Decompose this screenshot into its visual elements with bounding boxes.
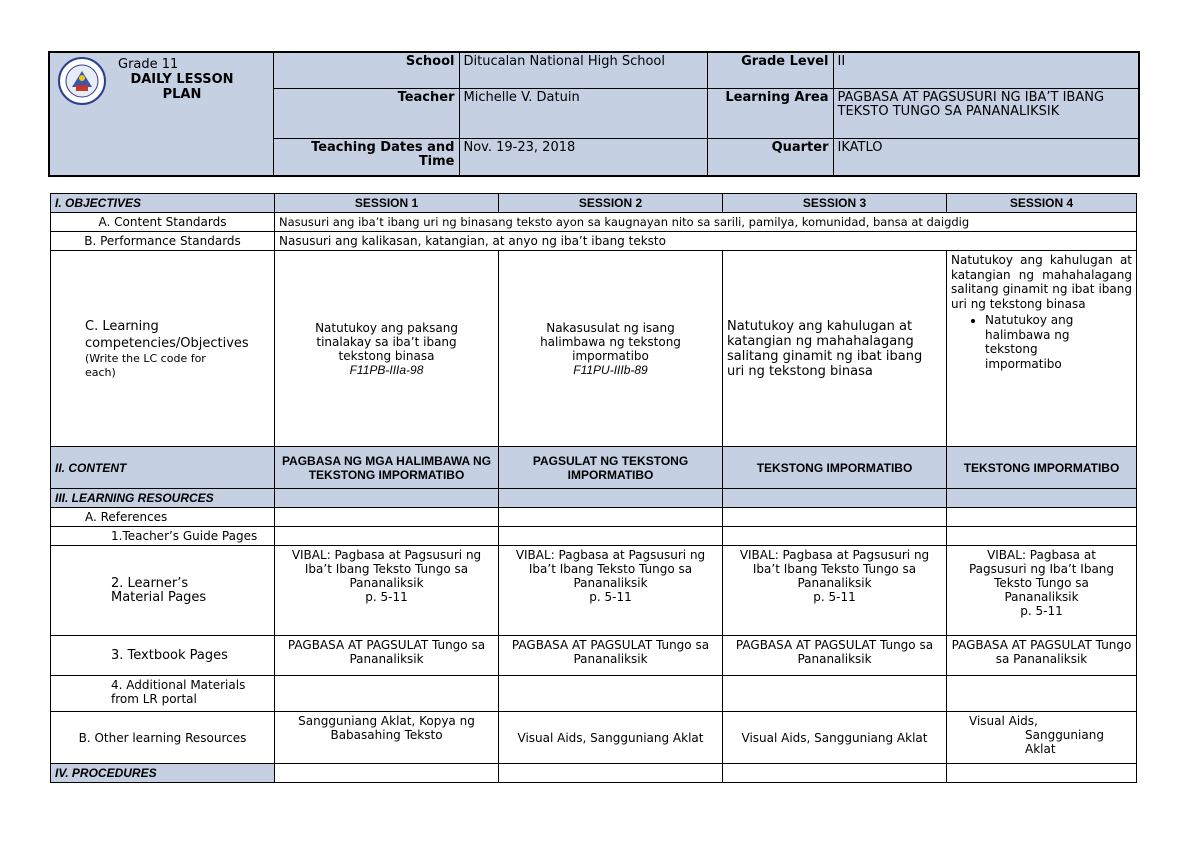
competency-s3-text: Natutukoy ang kahulugan at katangian ng mahahalagang salitang ginamit ng ibat ibang uri ng tekstong binasa	[723, 251, 947, 447]
header-table	[48, 51, 1140, 177]
session-1-header: SESSION 1	[275, 194, 499, 213]
lm-s3-text: VIBAL: Pagbasa at Pagsusuri ng Iba’t Ibang Teksto Tungo sa Pananaliksik	[739, 548, 930, 590]
session-2-header: SESSION 2	[499, 194, 723, 213]
other-resources-label: B. Other learning Resources	[51, 712, 275, 764]
lm-s1-text: VIBAL: Pagbasa at Pagsusuri ng Iba’t Ibang Teksto Tungo sa Pananaliksik	[291, 548, 482, 590]
deped-seal-icon	[58, 57, 106, 105]
competencies-note: (Write the LC code for each)	[85, 351, 206, 379]
other-s4-b: Sangguniang Aklat	[1025, 728, 1104, 756]
other-s1: Sangguniang Aklat, Kopya ng Babasahing Teksto	[275, 712, 499, 764]
objectives-heading: I. OBJECTIVES	[51, 194, 275, 213]
lm-s4-pages: p. 5-11	[1020, 604, 1063, 618]
resources-heading: III. LEARNING RESOURCES	[51, 489, 275, 508]
tb-s1: PAGBASA AT PAGSULAT Tungo sa Pananaliksik	[275, 636, 499, 676]
content-s3: TEKSTONG IMPORMATIBO	[723, 447, 947, 489]
textbook-label: 3. Textbook Pages	[51, 636, 275, 676]
lesson-table	[50, 193, 1137, 783]
grade-label: Grade 11	[118, 57, 179, 72]
other-s2: Visual Aids, Sangguniang Aklat	[499, 712, 723, 764]
content-s4: TEKSTONG IMPORMATIBO	[947, 447, 1137, 489]
tb-s4: PAGBASA AT PAGSULAT Tungo sa Pananaliksik	[947, 636, 1137, 676]
competency-s4-text: Natutukoy ang kahulugan at katangian ng mahahalagang salitang ginamit ng ibat ibang uri ng tekstong binasa	[951, 253, 1132, 311]
teacher-value: Michelle V. Datuin	[459, 88, 707, 138]
quarter-value: IKATLO	[833, 138, 1139, 176]
header-logo-cell	[49, 52, 273, 176]
competency-s4	[947, 251, 1137, 447]
competency-s4-bullet: • Natutukoy ang halimbawa ng tekstong impormatibo	[985, 313, 1075, 371]
lm-s2	[499, 546, 723, 636]
references-label: A. References	[51, 508, 275, 527]
content-standards-label: A. Content Standards	[51, 213, 275, 232]
lm-s4-text: VIBAL: Pagbasa at Pagsusuri ng Iba’t Ibang Teksto Tungo sa Pananaliksik	[968, 548, 1115, 604]
lm-s4	[947, 546, 1137, 636]
teacher-label: Teacher	[273, 88, 459, 138]
competency-s2-text: Nakasusulat ng isang halimbawa ng tekstong impormatibo	[540, 320, 681, 363]
school-label: School	[273, 52, 459, 88]
content-heading: II. CONTENT	[51, 447, 275, 489]
session-3-header: SESSION 3	[723, 194, 947, 213]
learning-area-value: PAGBASA AT PAGSUSURI NG IBA’T IBANG TEKSTO TUNGO SA PANANALIKSIK	[833, 88, 1139, 138]
school-value: Ditucalan National High School	[459, 52, 707, 88]
competency-s1-text: Natutukoy ang paksang tinalakay sa iba’t ibang tekstong binasa	[315, 320, 458, 363]
dlp-title: DAILY LESSON PLAN	[130, 72, 234, 102]
learners-material-label-text: 2. Learner’s Material Pages	[111, 575, 207, 605]
teachers-guide-label: 1.Teacher’s Guide Pages	[51, 527, 275, 546]
competencies-cell	[51, 251, 275, 447]
lm-s2-pages: p. 5-11	[589, 590, 632, 604]
tb-s2: PAGBASA AT PAGSULAT Tungo sa Pananaliksik	[499, 636, 723, 676]
dates-value: Nov. 19-23, 2018	[459, 138, 707, 176]
other-s3: Visual Aids, Sangguniang Aklat	[723, 712, 947, 764]
performance-standards-label: B. Performance Standards	[51, 232, 275, 251]
competency-s1	[275, 251, 499, 447]
competencies-label: C. Learning competencies/Objectives	[85, 318, 249, 351]
dates-label: Teaching Dates and Time	[273, 138, 459, 176]
content-s1: PAGBASA NG MGA HALIMBAWA NG TEKSTONG IMPORMATIBO	[275, 447, 499, 489]
lm-s2-text: VIBAL: Pagbasa at Pagsusuri ng Iba’t Ibang Teksto Tungo sa Pananaliksik	[515, 548, 706, 590]
competency-s2-code: F11PU-IIIb-89	[573, 362, 648, 377]
content-standards-value: Nasusuri ang iba’t ibang uri ng binasang teksto ayon sa kaugnayan nito sa sarili, pamilya, komunidad, bansa at daigdig	[275, 213, 1137, 232]
quarter-label: Quarter	[707, 138, 833, 176]
learners-material-label	[51, 546, 275, 636]
lm-s3	[723, 546, 947, 636]
other-s4	[947, 712, 1137, 764]
performance-standards-value: Nasusuri ang kalikasan, katangian, at anyo ng iba’t ibang teksto	[275, 232, 1137, 251]
lm-s1	[275, 546, 499, 636]
competency-s2	[499, 251, 723, 447]
content-s2: PAGSULAT NG TEKSTONG IMPORMATIBO	[499, 447, 723, 489]
other-s4-a: Visual Aids,	[969, 714, 1038, 728]
competency-s1-code: F11PB-IIIa-98	[349, 362, 424, 377]
additional-materials-label	[51, 676, 275, 712]
lm-s1-pages: p. 5-11	[365, 590, 408, 604]
grade-level-label: Grade Level	[707, 52, 833, 88]
lm-s3-pages: p. 5-11	[813, 590, 856, 604]
procedures-heading: IV. PROCEDURES	[51, 764, 275, 783]
tb-s3: PAGBASA AT PAGSULAT Tungo sa Pananaliksik	[723, 636, 947, 676]
learning-area-label: Learning Area	[707, 88, 833, 138]
grade-level-value: II	[833, 52, 1139, 88]
session-4-header: SESSION 4	[947, 194, 1137, 213]
additional-materials-text: 4. Additional Materials from LR portal	[111, 678, 246, 706]
